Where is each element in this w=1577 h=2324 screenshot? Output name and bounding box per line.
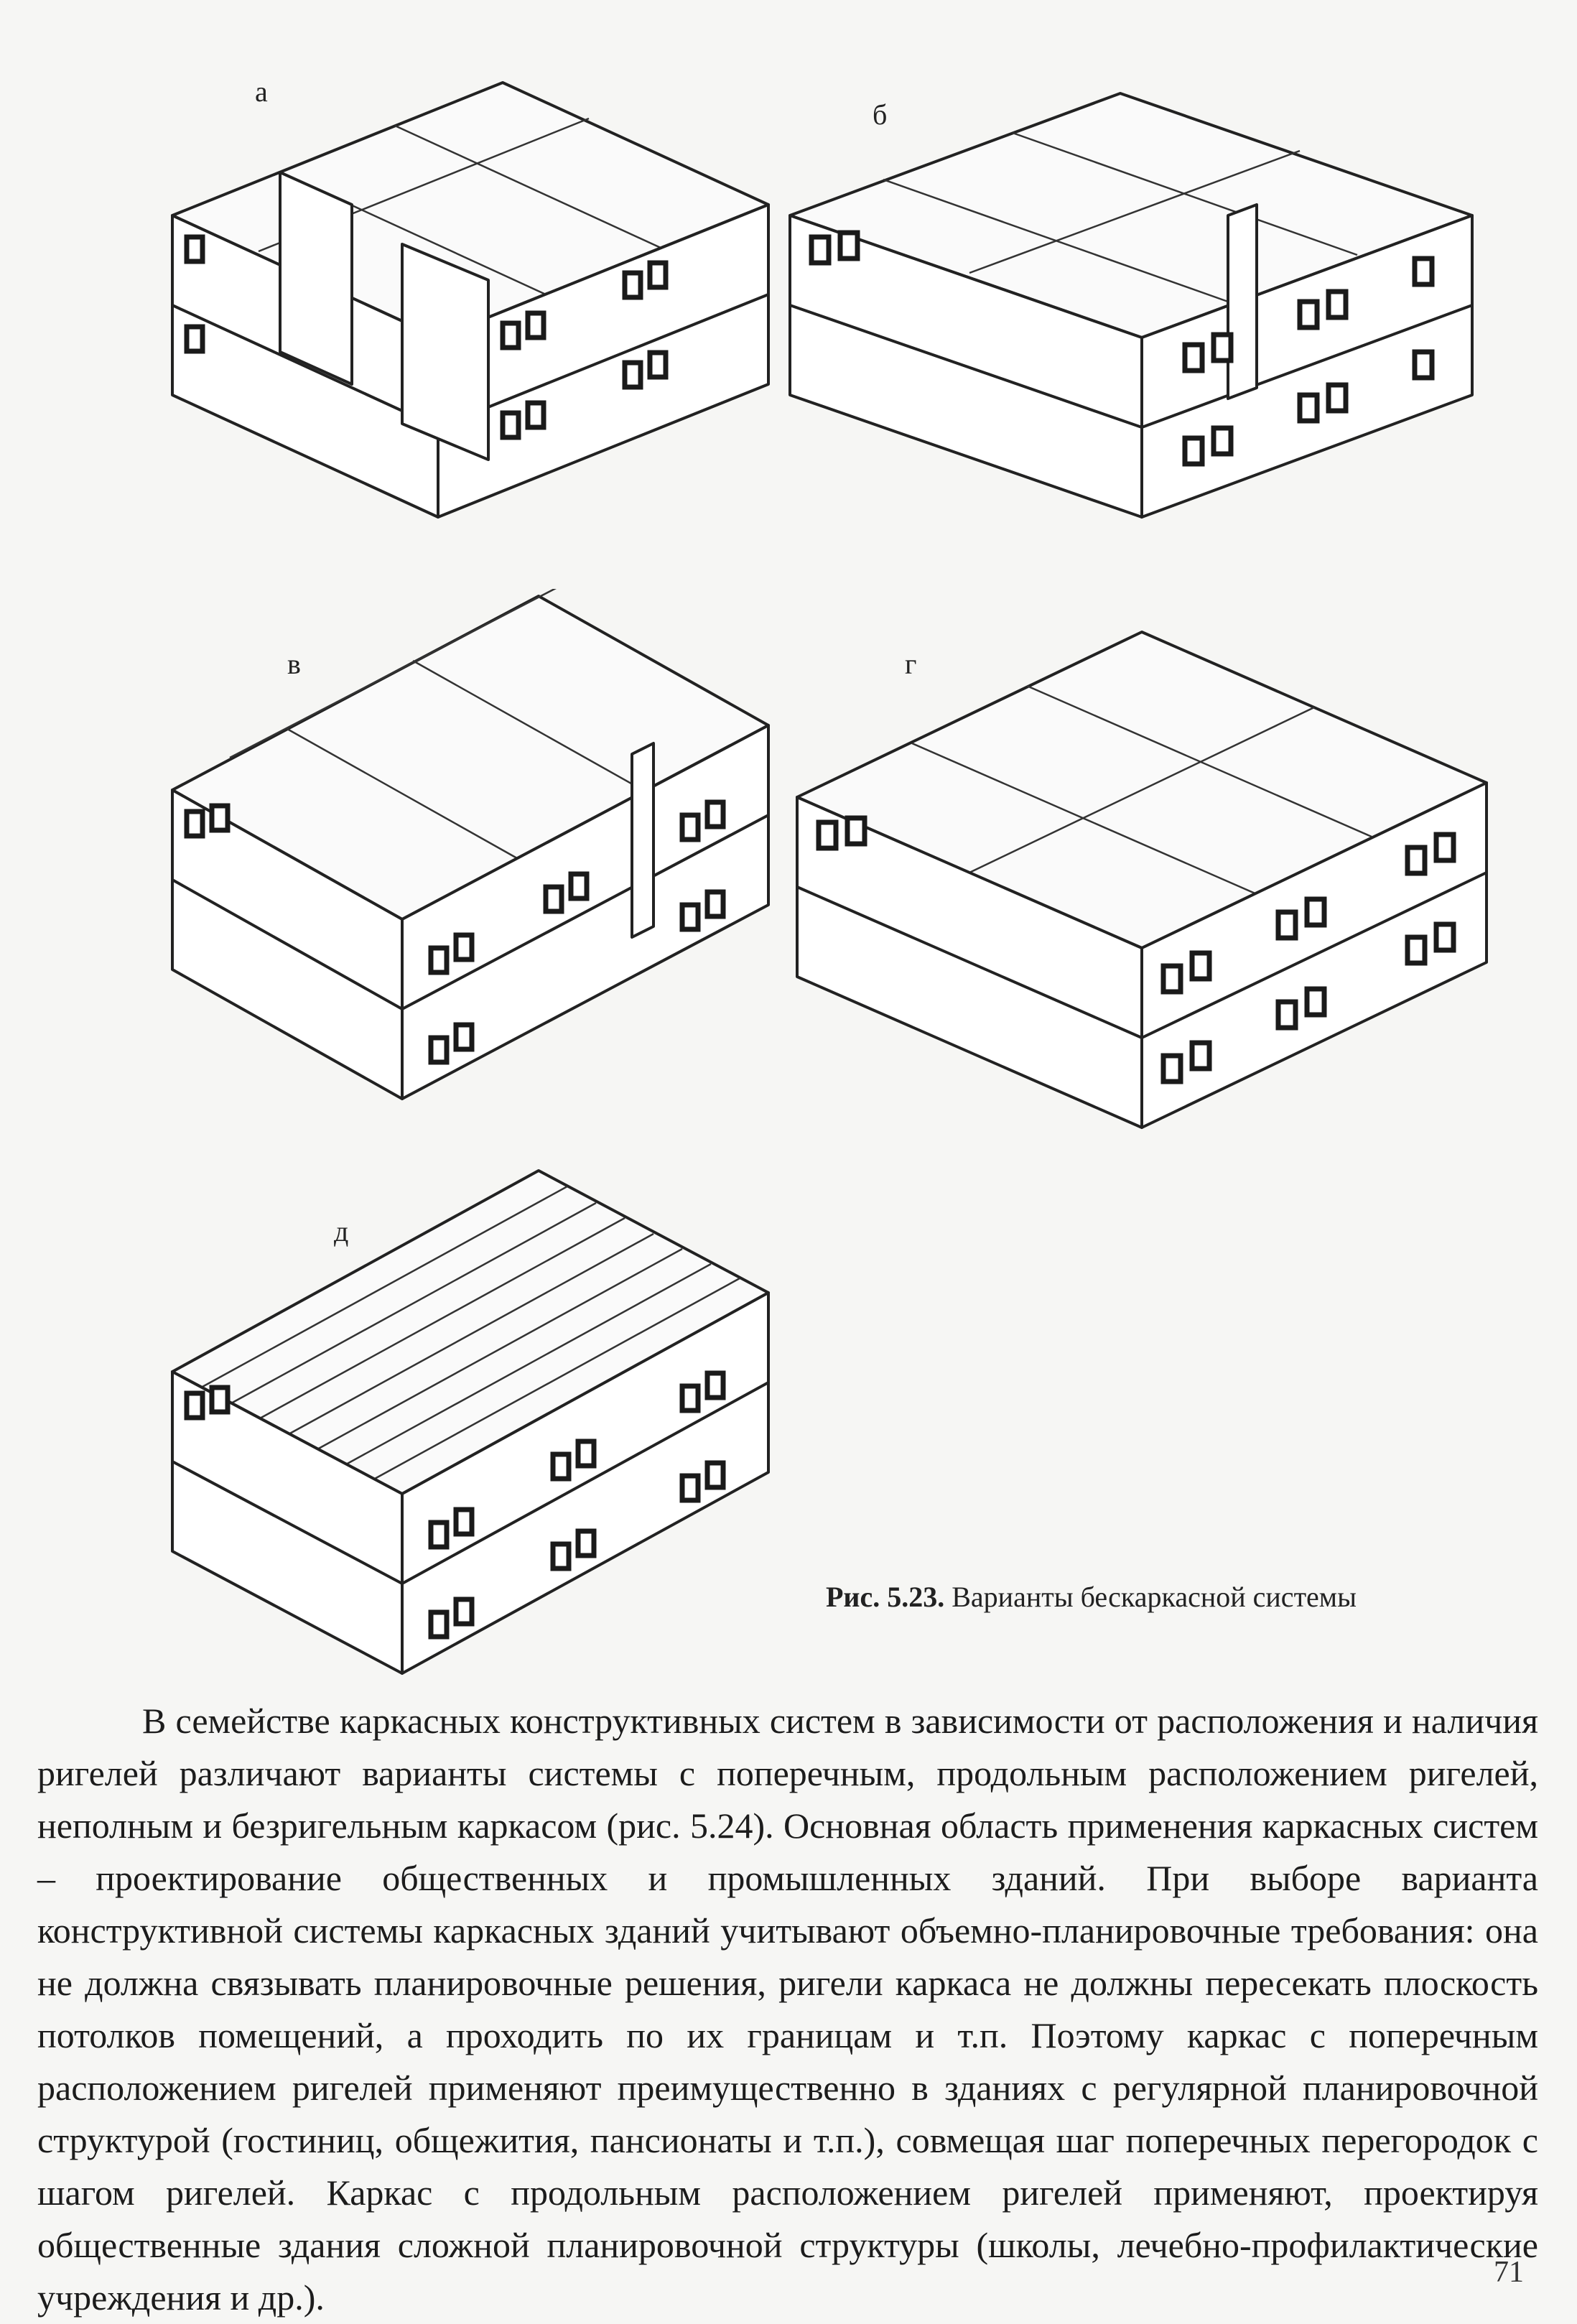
page-number: 71 bbox=[1494, 2256, 1524, 2289]
figure-caption bbox=[826, 1580, 1515, 1614]
figure-number: Рис. 5.23. bbox=[826, 1581, 945, 1613]
building-drawing-v bbox=[165, 589, 790, 1120]
panel-label-g: г bbox=[905, 648, 917, 680]
building-drawing-a bbox=[165, 72, 783, 560]
panel-label-v: в bbox=[287, 648, 301, 680]
body-paragraph: В семействе каркасных конструктивных систем в зависимости от расположения и наличия ригелей различают варианты системы с поперечным, продольным расположением ригелей, неполным и безригельным каркасом (рис. 5.24). Основная область применения каркасных систем – проектирование общественных и промышленных зданий. При выборе варианта конструктивной системы каркасных зданий учитывают объемно-планировочные требования: она не должна связывать планировочные решения, ригели каркаса не должны пересекать плоскость потолков помещений, а проходить по их границам и т.п. Поэтому каркас с поперечным расположением ригелей применяют преимущественно в зданиях с регулярной планировочной структурой (гостиниц, общежития, пансионаты и т.п.), совмещая шаг поперечных перегородок с шагом ригелей. Каркас с продольным расположением ригелей применяют, проектируя общественные здания сложной планировочной структуры (школы, лечебно-профилактические учреждения и др.). bbox=[37, 1701, 1538, 2318]
body-text bbox=[37, 1695, 1538, 2324]
building-drawing-g bbox=[790, 618, 1551, 1135]
panel-label-b: б bbox=[873, 98, 888, 131]
panel-label-a: а bbox=[255, 75, 268, 108]
panel-label-d: д bbox=[334, 1215, 349, 1247]
figure-caption-text: Варианты бескаркасной системы bbox=[952, 1581, 1357, 1613]
building-drawing-d bbox=[165, 1163, 790, 1681]
building-drawing-b bbox=[783, 86, 1544, 560]
